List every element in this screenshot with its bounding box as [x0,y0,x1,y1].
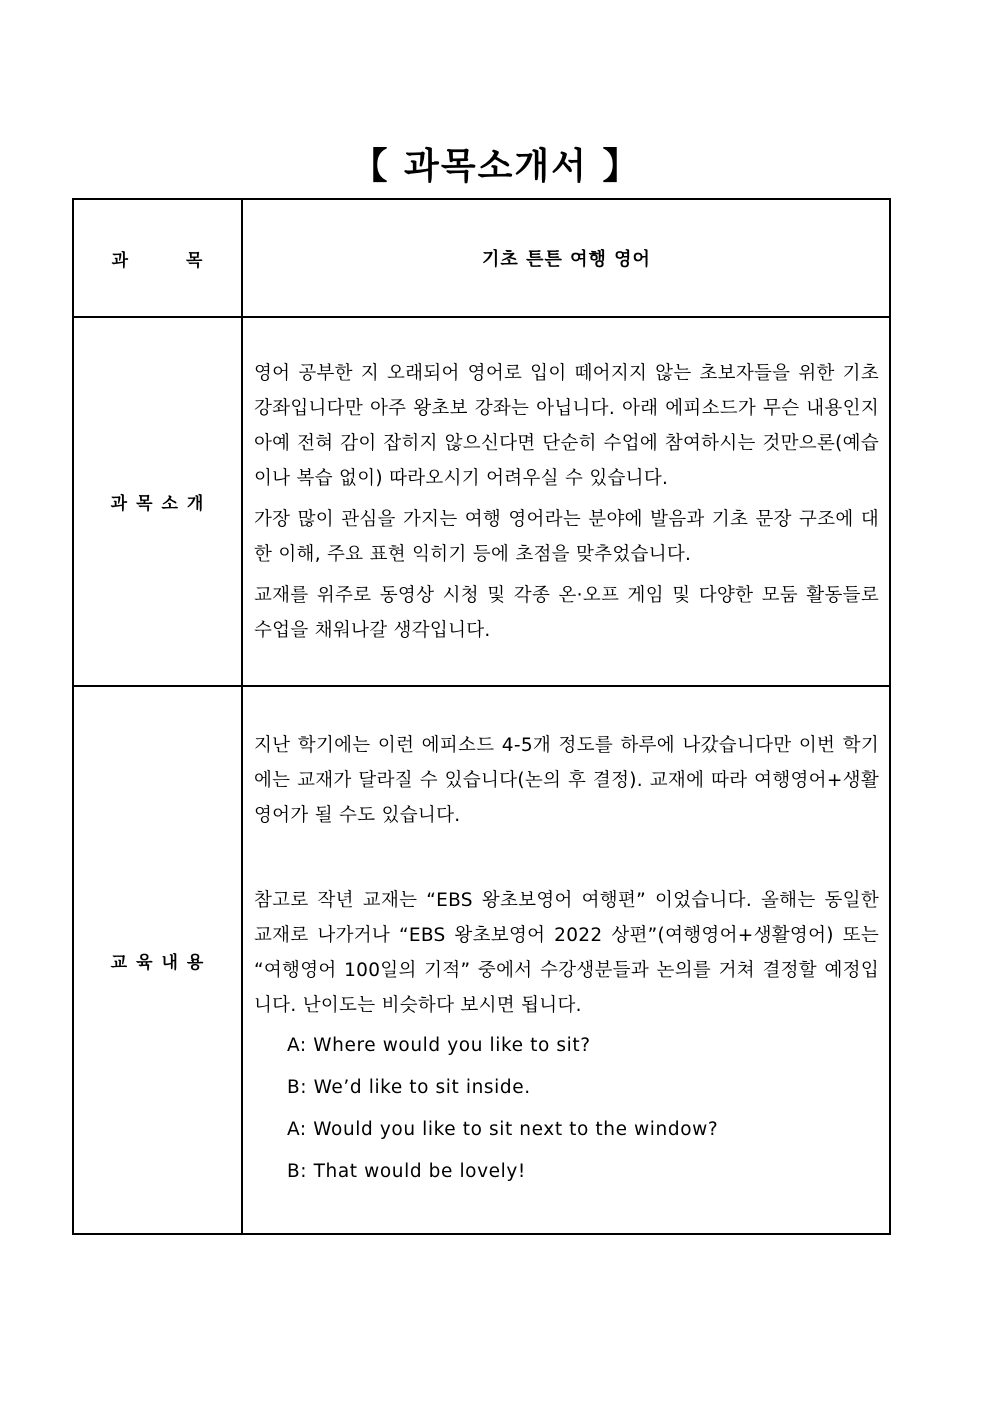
dialog-line: A: Where would you like to sit? [287,1034,591,1056]
intro-row [73,317,890,686]
content-cell [242,686,890,1234]
intro-paragraph: 영어 공부한 지 오래되어 영어로 입이 떼어지지 않는 초보자들을 위한 기초 강좌입니다만 아주 왕초보 강좌는 아닙니다. 아래 에피소드가 무슨 내용인지 아예 전혀 감이 잡히지 않으신다면 단순히 수업에 참여하시는 것만으론(예습이나 복습 없이) 따라오시기 어려우실 수 있습니다. [254,362,879,489]
subject-value-cell [242,199,890,317]
dialog-line: A: Would you like to sit next to the window? [287,1118,719,1140]
course-info-table [72,198,891,1235]
content-row [73,686,890,1234]
content-paragraph: 참고로 작년 교재는 “EBS 왕초보영어 여행편” 이었습니다. 올해는 동일한 교재로 나가거나 “EBS 왕초보영어 2022 상편”(여행영어+생활영어) 또는 “여행영어 100일의 기적” 중에서 수강생분들과 논의를 거쳐 결정할 예정입니다. 난이도는 비슷하다 보시면 됩니다. [254,889,879,1016]
subject-row [73,199,890,317]
example-dialog [254,1025,879,1193]
subject-label: 과 목 [73,199,242,317]
intro-cell [242,317,890,686]
dialog-line: B: That would be lovely! [287,1160,526,1182]
intro-paragraph: 교재를 위주로 동영상 시청 및 각종 온·오프 게임 및 다양한 모둠 활동들로 수업을 채워나갈 생각입니다. [254,584,879,641]
intro-paragraph: 가장 많이 관심을 가지는 여행 영어라는 분야에 발음과 기초 문장 구조에 대한 이해, 주요 표현 익히기 등에 초점을 맞추었습니다. [254,508,879,565]
subject-name: 기초 튼튼 여행 영어 [482,249,651,270]
content-paragraph: 지난 학기에는 이런 에피소드 4-5개 정도를 하루에 나갔습니다만 이번 학기에는 교재가 달라질 수 있습니다(논의 후 결정). 교재에 따라 여행영어+생활 영어가 될 수도 있습니다. [254,734,879,826]
content-label: 교육내용 [73,686,242,1234]
dialog-line: B: We’d like to sit inside. [287,1076,531,1098]
document-title: 【 과목소개서 】 [351,146,641,187]
intro-label: 과목소개 [73,317,242,686]
